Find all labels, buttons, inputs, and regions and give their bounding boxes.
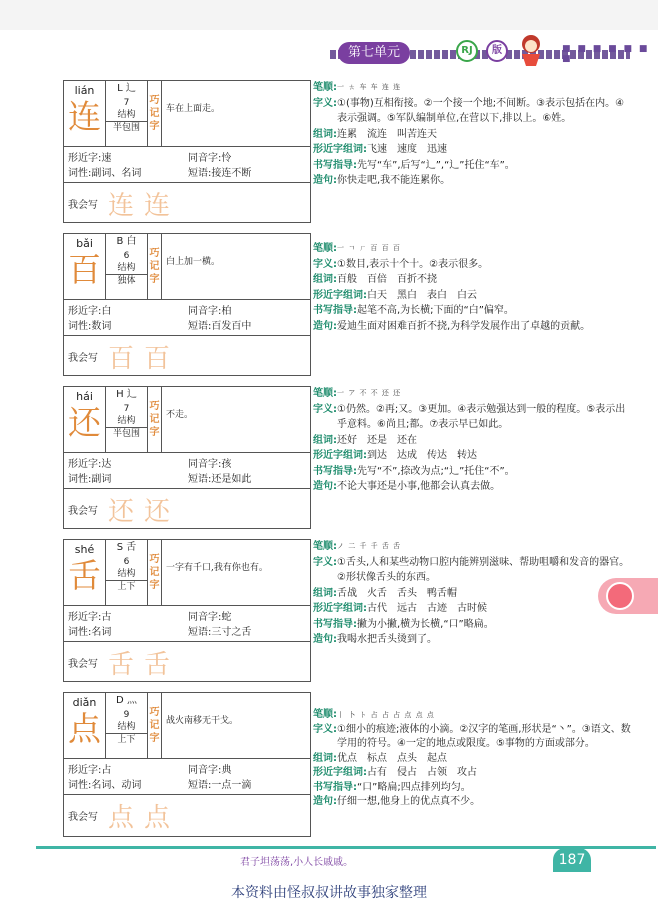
homophone: 同音字:孩: [188, 459, 232, 470]
part-of-speech: 词性:名词、动词: [68, 780, 142, 791]
similar-char: 形近字:白: [68, 306, 112, 317]
structure-label: 结构: [117, 263, 136, 273]
stroke-count: 6: [123, 251, 130, 261]
practice-chars: 舌舌: [108, 649, 181, 680]
top-shade: [0, 0, 658, 30]
practice-chars: 连连: [108, 190, 181, 221]
pinyin: bǎi: [76, 237, 93, 250]
char-details: [64, 147, 310, 183]
example-sentence: 我喝水把舌头烫到了。: [337, 634, 437, 645]
structure-type: 半包围: [106, 121, 147, 133]
stroke-count: 6: [123, 557, 130, 567]
char-info: [106, 234, 148, 299]
radical: 白: [126, 236, 137, 247]
big-char: 还: [68, 403, 101, 442]
mnemonic-text: 战火南移无干戈。: [166, 716, 239, 726]
mnemonic-text: 车在上面走。: [166, 104, 221, 114]
example-sentence: 爱迪生面对困难百折不挠,为科学发展作出了卓越的贡献。: [337, 320, 591, 332]
stroke-count: 7: [123, 404, 130, 414]
writing-guide: 先写“不”,捺改为点;“辶”托住“不”。: [357, 465, 515, 477]
unit-banner: [330, 38, 658, 72]
meaning: ①数目,表示十个十。②表示很多。: [337, 258, 489, 270]
char-box: [64, 540, 106, 605]
index-letter: L: [117, 83, 123, 94]
char-info: [106, 540, 148, 605]
decor-squares: ■ ■ ■ ■ ■ ■ ■: [562, 44, 650, 64]
words: 连累 流连 叫苦连天: [337, 128, 437, 140]
unit-title: 第七单元: [338, 42, 410, 64]
pinyin: diǎn: [72, 696, 97, 709]
practice-row: [64, 183, 310, 223]
char-details: [64, 759, 310, 795]
side-tab: [598, 578, 658, 614]
structure-type: 独体: [106, 274, 147, 286]
words: 舌战 火舌 舌头 鸭舌帽: [337, 587, 457, 599]
big-char: 点: [68, 709, 101, 748]
stroke-order: ノ 二 千 千 舌 舌: [337, 542, 402, 550]
structure-type: 半包围: [106, 427, 147, 439]
stroke-order: 丨 卜 ト 占 占 占 点 点 点: [337, 711, 435, 719]
homophone: 同音字:蛇: [188, 612, 232, 623]
radical: 舌: [126, 542, 137, 553]
notes-dian: 笔顺: 丨 卜 ト 占 占 占 点 点 点 字义: ①细小的痕迹;液体的小滴。②汉字的笔画,形状是“丶”。③语文、数学用的符号。④一定的地点或限度。⑤事物的方面或部分。 组词: 优点 标点 点头 起点 形近字组词: 占有 侵占 占领 攻占 书写指导: “口”略扁;四点排列均匀。 造句: 仔细一想,他身上的优点真不少。: [313, 708, 631, 810]
structure-label: 结构: [117, 110, 136, 120]
index-letter: H: [116, 389, 124, 400]
meaning: ①细小的痕迹;液体的小滴。②汉字的笔画,形状是“丶”。③语文、数学用的符号。④一定的地点或限度。⑤事物的方面或部分。: [337, 723, 631, 749]
mnemonic-text: 一字有千口,我有你也有。: [166, 563, 268, 573]
notes-lian: 笔顺: 一 ㄊ 车 车 连 连 字义: ①(事物)互相衔接。②一个接一个地;不间断。③表示包括在内。④表示强调。⑤军队编制单位,在营以下,排以上。⑥姓。 组词: 连累 流连 叫苦连天 形近字组词: 飞速 速度 迅速 书写指导: 先写“车”,后写“辶”,“辶”托住“车”。 造句: 你快走吧,我不能连累你。: [313, 80, 631, 189]
structure-type: 上下: [106, 580, 147, 592]
char-box: [64, 234, 106, 299]
char-card-bai: [63, 233, 311, 376]
practice-chars: 还还: [108, 496, 181, 527]
char-card-dian: [63, 692, 311, 837]
radical: 辶: [126, 389, 137, 400]
notes-she: 笔顺: ノ 二 千 千 舌 舌 字义: ①舌头,人和某些动物口腔内能辨别滋味、帮助咀嚼和发音的器官。②形状像舌头的东西。 组词: 舌战 火舌 舌头 鸭舌帽 形近字组词: 古代 远古 古迹 古时候 书写指导: 撇为小撇,横为长横,“口”略扁。 造句: 我喝水把舌头烫到了。: [313, 539, 631, 648]
char-info: [106, 693, 148, 758]
mnemonic-tag: 巧 记 字: [148, 234, 162, 299]
similar-words: 飞速 速度 迅速: [367, 144, 447, 155]
stroke-order: 一 ア 不 不 还 还: [337, 389, 402, 397]
phrase: 短语:三寸之舌: [188, 627, 252, 638]
practice-label: 我会写: [68, 811, 98, 823]
notes-hai: 笔顺: 一 ア 不 不 还 还 字义: ①仍然。②再;又。③更加。④表示勉强达到一般的程度。⑤表示出乎意料。⑥尚且;都。⑦表示早已如此。 组词: 还好 还是 还在 形近字组词: 到达 达成 传达 转达 书写指导: 先写“不”,捺改为点;“辶”托住“不”。 造句: 不论大事还是小事,他都会认真去做。: [313, 386, 631, 495]
index-letter: S: [116, 542, 124, 553]
char-card-she: [63, 539, 311, 682]
radical: 灬: [126, 695, 137, 706]
practice-row: [64, 336, 310, 376]
meaning: ①舌头,人和某些动物口腔内能辨别滋味、帮助咀嚼和发音的器官。②形状像舌头的东西。: [337, 556, 630, 583]
pinyin: shé: [74, 543, 95, 556]
mnemonic-text: 不走。: [166, 410, 194, 420]
char-card-lian: [63, 80, 311, 223]
stroke-order: 一 ㄊ 车 车 连 连: [337, 83, 402, 91]
phrase: 短语:一点一滴: [188, 780, 252, 791]
credit-line: 本资料由怪叔叔讲故事独家整理: [231, 885, 427, 901]
writing-guide: “口”略扁;四点排列均匀。: [357, 781, 471, 793]
homophone: 同音字:柏: [188, 306, 232, 317]
similar-words: 古代 远古 古迹 古时候: [367, 603, 487, 614]
similar-char: 形近字:达: [68, 459, 112, 470]
char-details: [64, 606, 310, 642]
phrase: 短语:百发百中: [188, 321, 252, 332]
stroke-count: 7: [123, 98, 130, 108]
meaning: ①(事物)互相衔接。②一个接一个地;不间断。③表示包括在内。④表示强调。⑤军队编制单位,在营以下,排以上。⑥姓。: [337, 97, 625, 124]
writing-guide: 撇为小撇,横为长横,“口”略扁。: [357, 618, 494, 630]
practice-row: [64, 642, 310, 682]
structure-label: 结构: [117, 569, 136, 579]
big-char: 连: [68, 97, 101, 136]
structure-label: 结构: [117, 722, 136, 732]
char-details: [64, 300, 310, 336]
words: 还好 还是 还在: [337, 434, 417, 446]
mnemonic-tag: 巧 记 字: [148, 540, 162, 605]
homophone: 同音字:典: [188, 765, 232, 776]
similar-words: 占有 侵占 占领 攻占: [367, 767, 477, 778]
structure-label: 结构: [117, 416, 136, 426]
big-char: 百: [68, 250, 101, 289]
part-of-speech: 词性:数词: [68, 321, 112, 332]
practice-label: 我会写: [68, 658, 98, 670]
radical: 辶: [125, 83, 136, 94]
part-of-speech: 词性:名词: [68, 627, 112, 638]
char-box: [64, 387, 106, 452]
char-info: [106, 387, 148, 452]
rj-badge: RJ: [456, 40, 478, 62]
homophone: 同音字:怜: [188, 153, 232, 164]
example-sentence: 仔细一想,他身上的优点真不少。: [337, 796, 481, 807]
similar-char: 形近字:速: [68, 153, 112, 164]
writing-guide: 起笔不高,为长横;下面的“白”偏窄。: [357, 305, 514, 316]
stroke-count: 9: [123, 710, 130, 720]
words: 优点 标点 点头 起点: [337, 752, 447, 764]
char-details: [64, 453, 310, 489]
structure-type: 上下: [106, 733, 147, 745]
index-letter: B: [116, 236, 124, 247]
part-of-speech: 词性:副词: [68, 474, 112, 485]
practice-row: [64, 795, 310, 835]
edition-badge: 版: [486, 40, 508, 62]
similar-char: 形近字:古: [68, 612, 112, 623]
example-sentence: 你快走吧,我不能连累你。: [337, 175, 451, 186]
practice-label: 我会写: [68, 199, 98, 211]
practice-row: [64, 489, 310, 529]
char-card-hai: [63, 386, 311, 529]
mnemonic-tag: 巧 记 字: [148, 693, 162, 758]
practice-chars: 百百: [108, 343, 181, 374]
practice-label: 我会写: [68, 352, 98, 364]
mnemonic-tag: 巧 记 字: [148, 387, 162, 452]
phrase: 短语:接连不断: [188, 168, 252, 179]
similar-words: 白天 黑白 表白 白云: [367, 289, 477, 301]
similar-words: 到达 达成 传达 转达: [367, 450, 477, 461]
page-number: 187: [553, 848, 591, 872]
phrase: 短语:还是如此: [188, 474, 252, 485]
char-info: [106, 81, 148, 146]
writing-guide: 先写“车”,后写“辶”,“辶”托住“车”。: [357, 159, 515, 171]
big-char: 舌: [68, 556, 101, 595]
mascot-girl-icon: [516, 32, 546, 66]
pinyin: hái: [76, 390, 93, 403]
pinyin: lián: [74, 84, 95, 97]
stroke-order: 一 ㄱ ㄏ 百 百 百: [337, 244, 401, 252]
similar-char: 形近字:占: [68, 765, 112, 776]
mnemonic-text: 白上加一横。: [166, 257, 221, 267]
meaning: ①仍然。②再;又。③更加。④表示勉强达到一般的程度。⑤表示出乎意料。⑥尚且;都。⑦表示早已如此。: [337, 403, 626, 430]
index-letter: D: [116, 695, 124, 706]
words: 百般 百倍 百折不挠: [337, 274, 437, 285]
cartoon-face-icon: [606, 582, 634, 610]
practice-chars: 点点: [108, 802, 181, 833]
notes-bai: 笔顺: 一 ㄱ ㄏ 百 百 百 字义: ①数目,表示十个十。②表示很多。 组词: 百般 百倍 百折不挠 形近字组词: 白天 黑白 表白 白云 书写指导: 起笔不高,为长横;下面的“白”偏窄。 造句: 爱迪生面对困难百折不挠,为科学发展作出了卓越的贡献。: [313, 241, 631, 334]
footer-motto: 君子坦荡荡,小人长戚戚。: [240, 857, 354, 868]
example-sentence: 不论大事还是小事,他都会认真去做。: [337, 481, 501, 492]
char-box: [64, 693, 106, 758]
part-of-speech: 词性:副词、名词: [68, 168, 142, 179]
char-box: [64, 81, 106, 146]
practice-label: 我会写: [68, 505, 98, 517]
mnemonic-tag: 巧 记 字: [148, 81, 162, 146]
